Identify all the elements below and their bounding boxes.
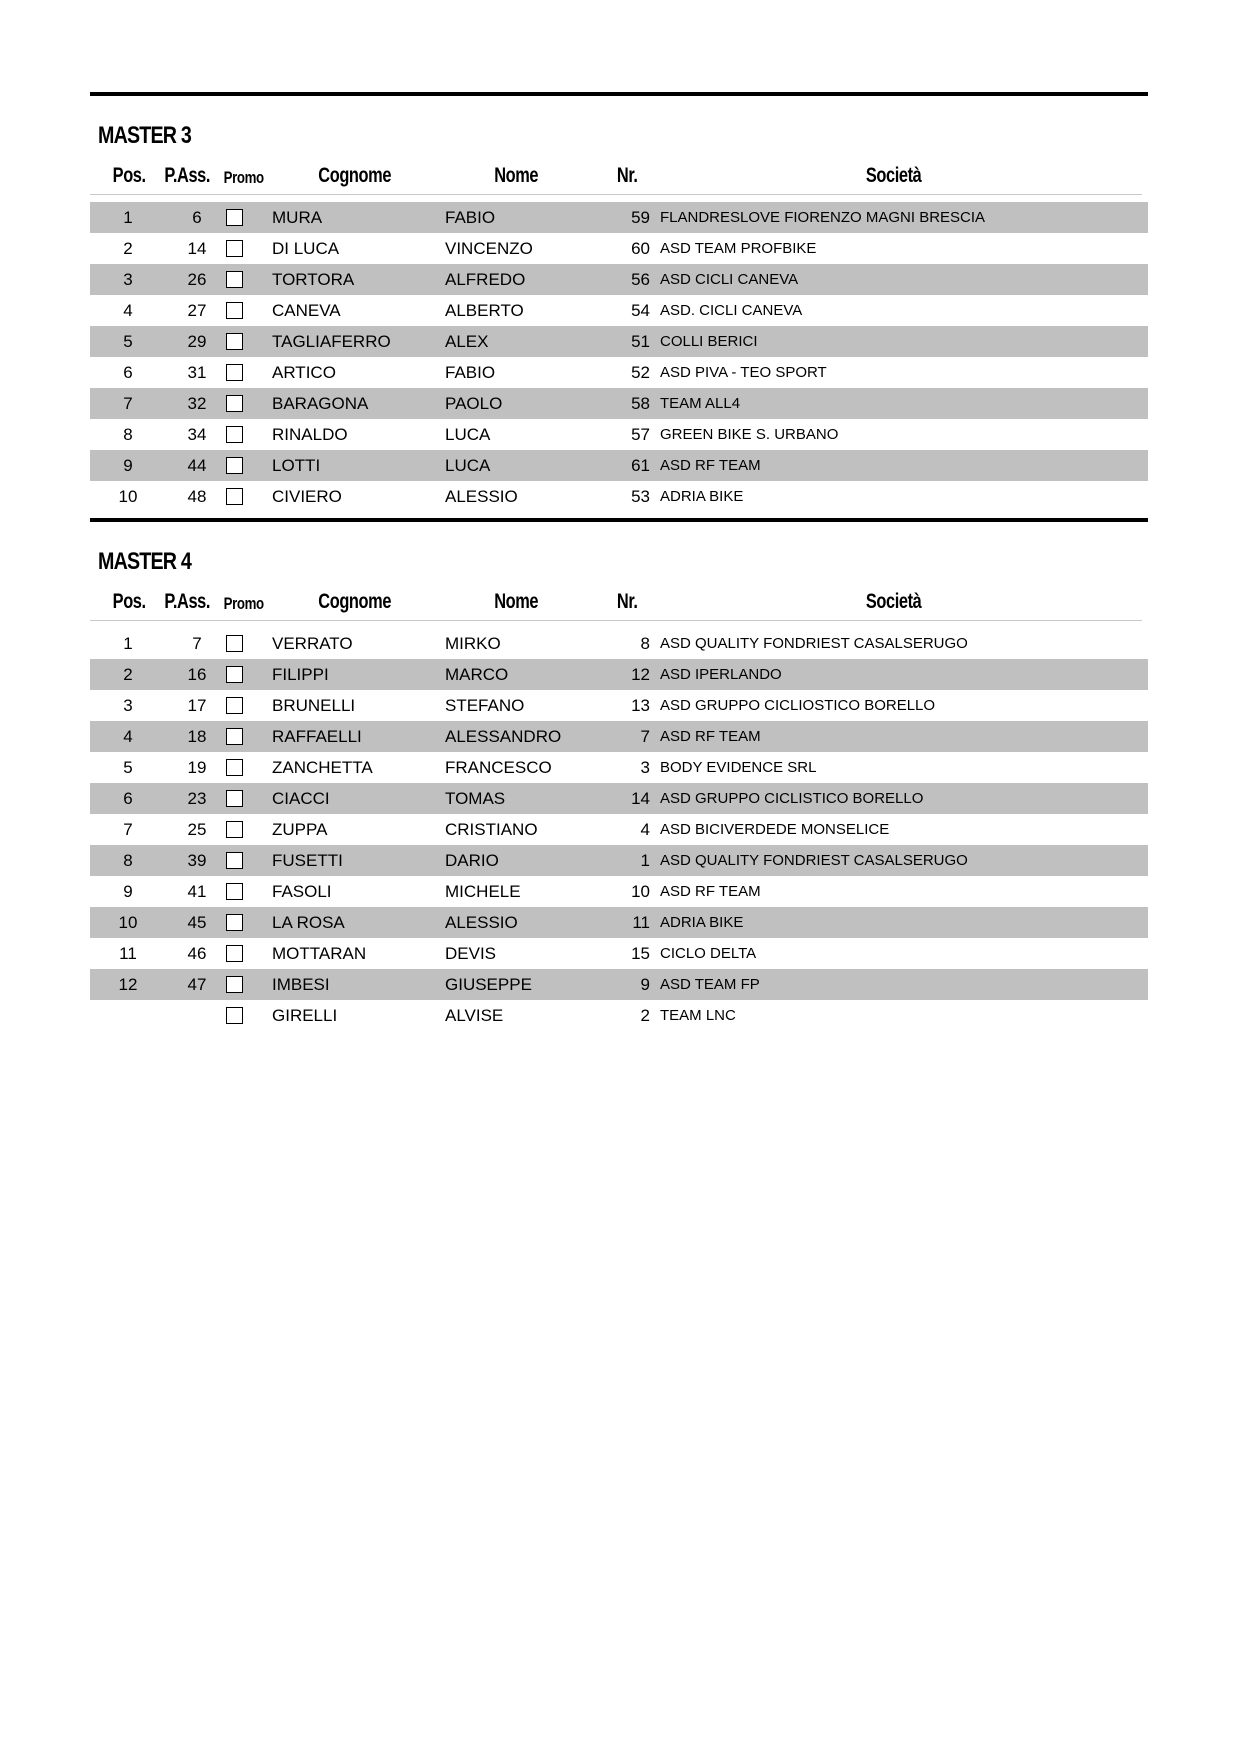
promo-checkbox[interactable] [226,945,243,962]
nome-cell: LUCA [445,425,491,444]
table-row [90,481,1148,512]
societa-cell: ASD RF TEAM [660,728,761,745]
societa-cell: ASD BICIVERDEDE MONSELICE [660,821,890,838]
pos-cell: 7 [123,820,133,839]
pos-cell: 2 [123,665,133,684]
societa-cell: ASD GRUPPO CICLIOSTICO BORELLO [660,697,936,714]
nr-cell: 2 [640,1006,650,1025]
table-row [90,233,1148,264]
header-nr: Nr. [616,164,638,187]
nr-cell: 14 [631,789,650,808]
nr-cell: 58 [631,394,650,413]
nr-cell: 59 [631,208,650,227]
promo-checkbox[interactable] [226,852,243,869]
nome-cell: ALEX [445,332,489,351]
societa-cell: GREEN BIKE S. URBANO [660,426,839,443]
header-pos: Pos. [112,590,146,613]
nome-cell: DEVIS [445,944,497,963]
table-row [90,845,1148,876]
pos-cell: 6 [123,363,133,382]
header-nome: Nome [494,164,539,187]
nome-cell: DARIO [445,851,499,870]
promo-checkbox[interactable] [226,883,243,900]
nr-cell: 3 [640,758,650,777]
nr-cell: 53 [631,487,650,506]
header-societa: Società [865,590,922,613]
nome-cell: GIUSEPPE [445,975,532,994]
pass-cell: 23 [187,789,207,808]
promo-checkbox[interactable] [226,240,243,257]
pos-cell: 1 [123,634,133,653]
nome-cell: FRANCESCO [445,758,552,777]
pass-cell: 45 [187,913,207,932]
pass-cell: 25 [187,820,207,839]
pos-cell: 3 [123,696,133,715]
cognome-cell: RINALDO [272,425,348,444]
table-row [90,326,1148,357]
header-societa: Società [865,164,922,187]
pass-cell: 14 [187,239,207,258]
societa-cell: BODY EVIDENCE SRL [660,759,817,776]
cognome-cell: FASOLI [272,882,332,901]
nr-cell: 52 [631,363,650,382]
header-pos: Pos. [112,164,146,187]
nome-cell: ALFREDO [445,270,526,289]
pos-cell: 9 [123,882,133,901]
promo-checkbox[interactable] [226,457,243,474]
table-row [90,907,1148,938]
nr-cell: 7 [640,727,650,746]
cognome-cell: ARTICO [272,363,336,382]
header-promo: Promo [223,594,264,613]
nome-cell: MIRKO [445,634,501,653]
promo-checkbox[interactable] [226,271,243,288]
pass-cell: 44 [187,456,207,475]
header-pass: P.Ass. [164,590,211,613]
nome-cell: ALBERTO [445,301,524,320]
nr-cell: 60 [631,239,650,258]
pos-cell: 1 [123,208,133,227]
top-rule [90,92,1148,96]
pos-cell: 8 [123,425,133,444]
pass-cell: 32 [187,394,207,413]
promo-checkbox[interactable] [226,395,243,412]
cognome-cell: LOTTI [272,456,321,475]
nr-cell: 51 [631,332,650,351]
nr-cell: 15 [631,944,650,963]
pos-cell: 5 [123,758,133,777]
pass-cell: 31 [187,363,207,382]
table-row [90,264,1148,295]
nr-cell: 9 [640,975,650,994]
pass-cell: 17 [187,696,207,715]
promo-checkbox[interactable] [226,914,243,931]
table-row [90,388,1148,419]
table-header [90,586,1142,621]
cognome-cell: FUSETTI [272,851,343,870]
table-row [90,357,1148,388]
nome-cell: CRISTIANO [445,820,538,839]
pass-cell: 46 [187,944,207,963]
nr-cell: 57 [631,425,650,444]
societa-cell: ADRIA BIKE [660,914,744,931]
pos-cell: 4 [123,301,133,320]
cognome-cell: CIVIERO [272,487,342,506]
pos-cell: 10 [118,487,138,506]
nome-cell: MARCO [445,665,509,684]
promo-checkbox[interactable] [226,728,243,745]
section-title: MASTER 3 [98,122,191,149]
header-pass: P.Ass. [164,164,211,187]
promo-checkbox[interactable] [226,364,243,381]
pos-cell: 3 [123,270,133,289]
societa-cell: ASD TEAM PROFBIKE [660,240,817,257]
header-nr: Nr. [616,590,638,613]
table-row [90,202,1148,233]
societa-cell: ASD PIVA - TEO SPORT [660,364,827,381]
pass-cell: 6 [192,208,202,227]
pos-cell: 12 [118,975,138,994]
header-nome: Nome [494,590,539,613]
cognome-cell: TORTORA [272,270,355,289]
cognome-cell: CANEVA [272,301,341,320]
nr-cell: 12 [631,665,650,684]
promo-checkbox[interactable] [226,976,243,993]
pass-cell: 39 [187,851,207,870]
header-promo: Promo [223,168,264,187]
section-divider-rule [90,518,1148,522]
cognome-cell: VERRATO [272,634,353,653]
societa-cell: ASD TEAM FP [660,976,760,993]
pos-cell: 10 [118,913,138,932]
nr-cell: 10 [631,882,650,901]
section-title: MASTER 4 [98,548,191,575]
promo-checkbox[interactable] [226,759,243,776]
table-row [90,295,1148,326]
promo-checkbox[interactable] [226,302,243,319]
cognome-cell: MURA [272,208,323,227]
table-row [90,628,1148,659]
table-row [90,969,1148,1000]
pass-cell: 7 [192,634,202,653]
nr-cell: 8 [640,634,650,653]
cognome-cell: ZANCHETTA [272,758,373,777]
promo-checkbox[interactable] [226,333,243,350]
societa-cell: ASD RF TEAM [660,457,761,474]
pass-cell: 18 [187,727,207,746]
promo-checkbox[interactable] [226,426,243,443]
promo-checkbox[interactable] [226,821,243,838]
cognome-cell: IMBESI [272,975,330,994]
pass-cell: 19 [187,758,207,777]
pos-cell: 5 [123,332,133,351]
pass-cell: 26 [187,270,207,289]
nome-cell: FABIO [445,363,496,382]
cognome-cell: TAGLIAFERRO [272,332,391,351]
pass-cell: 41 [187,882,207,901]
nr-cell: 4 [640,820,650,839]
societa-cell: TEAM ALL4 [660,395,741,412]
table-row [90,814,1148,845]
pos-cell: 7 [123,394,133,413]
cognome-cell: GIRELLI [272,1006,338,1025]
table-row [90,876,1148,907]
societa-cell: ASD GRUPPO CICLISTICO BORELLO [660,790,924,807]
pass-cell: 27 [187,301,207,320]
table-row [90,419,1148,450]
header-cognome: Cognome [318,164,392,187]
table-row [90,690,1148,721]
pass-cell: 29 [187,332,207,351]
nr-cell: 54 [631,301,650,320]
nome-cell: MICHELE [445,882,521,901]
nr-cell: 56 [631,270,650,289]
cognome-cell: ZUPPA [272,820,328,839]
nome-cell: PAOLO [445,394,503,413]
nr-cell: 13 [631,696,650,715]
societa-cell: ASD IPERLANDO [660,666,782,683]
nome-cell: ALESSIO [445,913,518,932]
societa-cell: COLLI BERICI [660,333,758,350]
nome-cell: ALESSANDRO [445,727,562,746]
societa-cell: ASD QUALITY FONDRIEST CASALSERUGO [660,635,968,652]
nome-cell: VINCENZO [445,239,533,258]
nome-cell: FABIO [445,208,496,227]
nr-cell: 61 [631,456,650,475]
pos-cell: 2 [123,239,133,258]
table-row [90,752,1148,783]
societa-cell: ADRIA BIKE [660,488,744,505]
results-table [90,628,1148,1031]
table-row [90,659,1148,690]
pass-cell: 48 [187,487,207,506]
cognome-cell: CIACCI [272,789,330,808]
societa-cell: TEAM LNC [660,1007,736,1024]
nome-cell: STEFANO [445,696,525,715]
societa-cell: CICLO DELTA [660,945,757,962]
nr-cell: 11 [632,913,650,932]
promo-checkbox[interactable] [226,697,243,714]
pos-cell: 11 [119,944,137,963]
societa-cell: ASD CICLI CANEVA [660,271,799,288]
table-row [90,721,1148,752]
pos-cell: 9 [123,456,133,475]
pass-cell: 47 [187,975,207,994]
nome-cell: ALVISE [445,1006,504,1025]
societa-cell: ASD RF TEAM [660,883,761,900]
header-cognome: Cognome [318,590,392,613]
table-row [90,450,1148,481]
cognome-cell: MOTTARAN [272,944,367,963]
societa-cell: ASD. CICLI CANEVA [660,302,803,319]
pass-cell: 16 [187,665,207,684]
nr-cell: 1 [640,851,650,870]
results-table [90,202,1148,512]
cognome-cell: RAFFAELLI [272,727,362,746]
table-header [90,160,1142,195]
nome-cell: TOMAS [445,789,506,808]
cognome-cell: BRUNELLI [272,696,356,715]
cognome-cell: LA ROSA [272,913,345,932]
societa-cell: FLANDRESLOVE FIORENZO MAGNI BRESCIA [660,209,986,226]
cognome-cell: DI LUCA [272,239,340,258]
promo-checkbox[interactable] [226,488,243,505]
table-row [90,783,1148,814]
promo-checkbox[interactable] [226,635,243,652]
pos-cell: 8 [123,851,133,870]
table-row [90,938,1148,969]
cognome-cell: BARAGONA [272,394,369,413]
pos-cell: 4 [123,727,133,746]
table-row [90,1000,1148,1031]
pos-cell: 6 [123,789,133,808]
pass-cell: 34 [187,425,207,444]
nome-cell: LUCA [445,456,491,475]
promo-checkbox[interactable] [226,666,243,683]
promo-checkbox[interactable] [226,1007,243,1024]
cognome-cell: FILIPPI [272,665,329,684]
promo-checkbox[interactable] [226,790,243,807]
promo-checkbox[interactable] [226,209,243,226]
nome-cell: ALESSIO [445,487,518,506]
societa-cell: ASD QUALITY FONDRIEST CASALSERUGO [660,852,968,869]
